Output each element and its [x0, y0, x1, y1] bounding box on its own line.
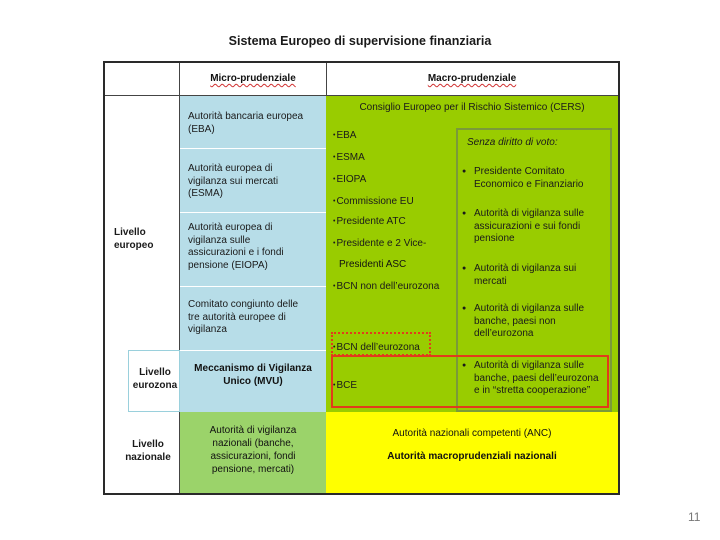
- senza-voto-item: ● Autorità di vigilanza sui mercati: [462, 263, 577, 287]
- mvu-cell: Meccanismo di Vigilanza Unico (MVU): [194, 363, 312, 387]
- cers-member-cont: Presidenti ASC: [339, 259, 407, 270]
- cers-member: • ESMA: [333, 152, 365, 163]
- national-macro-cell: Autorità nazionali competenti (ANC) Autorità macroprudenziali nazionali: [326, 412, 618, 493]
- cers-member: • BCE: [333, 380, 357, 391]
- header-micro: Micro-prudenziale: [210, 73, 296, 84]
- national-micro-cell: Autorità di vigilanza nazionali (banche, assicurazioni, fondi pensione, mercati): [180, 412, 326, 493]
- cers-member: • Commissione EU: [333, 196, 414, 207]
- header-macro: Macro-prudenziale: [427, 73, 517, 84]
- label-livello-nazionale: Livello nazionale: [125, 439, 171, 463]
- page-number: 11: [688, 510, 701, 524]
- esma-cell: Autorità europea di vigilanza sui mercati (ESMA): [188, 163, 279, 199]
- eiopa-cell: Autorità europea di vigilanza sulle assicurazioni e i fondi pensione (EIOPA): [188, 222, 284, 271]
- eba-cell: Autorità bancaria europea (EBA): [188, 111, 304, 135]
- senza-voto-heading: Senza diritto di voto:: [467, 137, 558, 148]
- cers-member: • Presidente e 2 Vice-: [333, 238, 426, 249]
- cers-member: • EBA: [333, 130, 356, 141]
- bcn-eurozona-highlight: [331, 332, 431, 356]
- eurozona-highlight: [331, 355, 609, 408]
- label-livello-europeo: Livello europeo: [114, 227, 154, 251]
- cers-member: • EIOPA: [333, 174, 366, 185]
- comitato-cell: Comitato congiunto delle tre autorità europee di vigilanza: [188, 299, 299, 335]
- senza-voto-item: ● Autorità di vigilanza sulle assicurazioni e sui fondi pensione: [462, 208, 585, 244]
- senza-voto-item: ● Autorità di vigilanza sulle banche, paesi non dell’eurozona: [462, 303, 585, 339]
- cers-member: • BCN dell’eurozona: [333, 342, 420, 353]
- label-livello-eurozona: Livello eurozona: [132, 367, 178, 391]
- cers-title: Consiglio Europeo per il Rischio Sistemico (CERS): [359, 102, 585, 113]
- cers-member: • Presidente ATC: [333, 216, 406, 227]
- senza-voto-item: ● Presidente Comitato Economico e Finanziario: [462, 166, 584, 190]
- senza-voto-item: ● Autorità di vigilanza sulle banche, paesi dell’eurozona e in “stretta cooperazione”: [462, 360, 599, 396]
- cers-member: • BCN non dell’eurozona: [333, 281, 439, 292]
- page-title: Sistema Europeo di supervisione finanziaria: [228, 34, 492, 48]
